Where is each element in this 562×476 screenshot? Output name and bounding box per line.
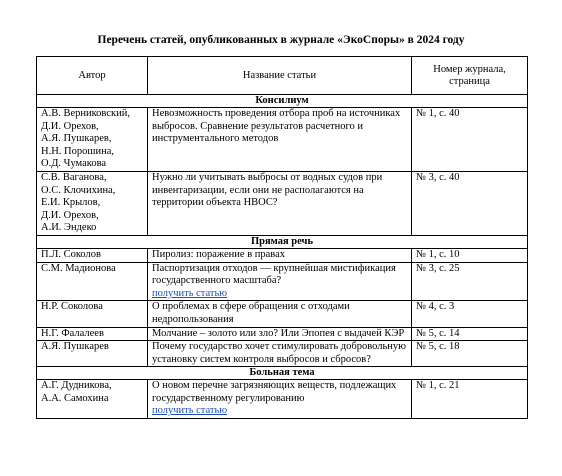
article-title-cell	[148, 262, 412, 301]
issue-cell: № 5, с. 14	[412, 327, 528, 341]
author-name: Д.И. Орехов,	[41, 120, 99, 132]
table-row	[37, 341, 528, 367]
article-title: О новом перечне загрязняющих веществ, подлежащих государственному регулированию	[152, 380, 397, 404]
header-author: Автор	[37, 57, 148, 95]
section-row	[37, 235, 528, 248]
author-cell	[37, 171, 148, 235]
article-title-cell	[148, 301, 412, 327]
get-article-link[interactable]: получить статью	[152, 405, 228, 417]
article-title: Пиролиз: поражение в правах	[152, 248, 286, 260]
author-name: А.Г. Дудникова,	[41, 380, 112, 392]
author-cell	[37, 108, 148, 172]
article-title-cell	[148, 380, 412, 419]
article-title: Молчание – золото или зло? Или Эпопея с выдачей КЭР	[152, 327, 405, 339]
article-title: Невозможность проведения отбора проб на источниках выбросов. Сравнение результатов расчетного и инструментального методов	[152, 108, 401, 145]
issue-cell: № 1, с. 21	[412, 380, 528, 419]
author-name: Д.И. Орехов,	[41, 209, 99, 221]
table-row	[37, 262, 528, 301]
issue-cell: № 4, с. 3	[412, 301, 528, 327]
article-title: О проблемах в сфере обращения с отходами недропользования	[152, 301, 350, 325]
author-name: А.Я. Пушкарев	[41, 341, 109, 353]
table-body	[37, 95, 528, 419]
article-title: Нужно ли учитывать выбросы от водных судов при инвентаризации, если они не располагаются на территории объекта НВОС?	[152, 171, 383, 209]
article-title-cell	[148, 327, 412, 341]
issue-cell: № 1, с. 40	[412, 108, 528, 172]
author-cell	[37, 301, 148, 327]
issue-cell: № 3, с. 40	[412, 171, 528, 235]
author-name: А.А. Самохина	[41, 392, 109, 404]
author-cell	[37, 380, 148, 419]
author-cell	[37, 341, 148, 367]
header-article: Название статьи	[148, 57, 412, 95]
author-cell	[37, 327, 148, 341]
table-header-row	[37, 57, 528, 95]
author-name: П.Л. Соколов	[41, 248, 101, 260]
article-title-cell	[148, 341, 412, 367]
table-row	[37, 108, 528, 172]
author-cell	[37, 262, 148, 301]
article-title: Паспортизация отходов — крупнейшая мистификация государственного масштаба?	[152, 262, 396, 287]
article-title-cell	[148, 248, 412, 262]
table-row	[37, 327, 528, 341]
issue-cell: № 5, с. 18	[412, 341, 528, 367]
author-name: С.М. Мадионова	[41, 262, 116, 274]
section-title: Консилиум	[37, 95, 528, 108]
page-title: Перечень статей, опубликованных в журнале «ЭкоСпоры» в 2024 году	[97, 34, 465, 46]
author-name: О.Д. Чумакова	[41, 158, 107, 170]
author-name: Н.Г. Фалалеев	[41, 327, 104, 339]
author-name: О.С. Клочихина,	[41, 184, 116, 196]
table-row	[37, 380, 528, 419]
author-cell	[37, 248, 148, 262]
article-title-cell	[148, 171, 412, 235]
section-title: Больная тема	[37, 367, 528, 380]
table-row	[37, 301, 528, 327]
author-name: С.В. Ваганова,	[41, 171, 107, 183]
articles-table	[36, 56, 528, 419]
issue-cell: № 3, с. 25	[412, 262, 528, 301]
author-name: А.И. Эндеко	[41, 222, 97, 234]
article-title-cell	[148, 108, 412, 172]
author-name: Н.Р. Соколова	[41, 301, 103, 313]
section-row	[37, 95, 528, 108]
section-title: Прямая речь	[37, 235, 528, 248]
author-name: Е.И. Крылов,	[41, 197, 101, 209]
author-name: А.В. Верниковский,	[41, 108, 130, 119]
issue-cell: № 1, с. 10	[412, 248, 528, 262]
section-row	[37, 367, 528, 380]
article-title: Почему государство хочет стимулировать добровольную установку систем контроля выбросов и сбросов?	[152, 341, 406, 365]
get-article-link[interactable]: получить статью	[152, 287, 228, 299]
table-row	[37, 248, 528, 262]
author-name: А.Я. Пушкарев,	[41, 133, 112, 145]
table-row	[37, 171, 528, 235]
header-issue: Номер журнала, страница	[412, 57, 528, 95]
author-name: Н.Н. Порошина,	[41, 145, 114, 157]
